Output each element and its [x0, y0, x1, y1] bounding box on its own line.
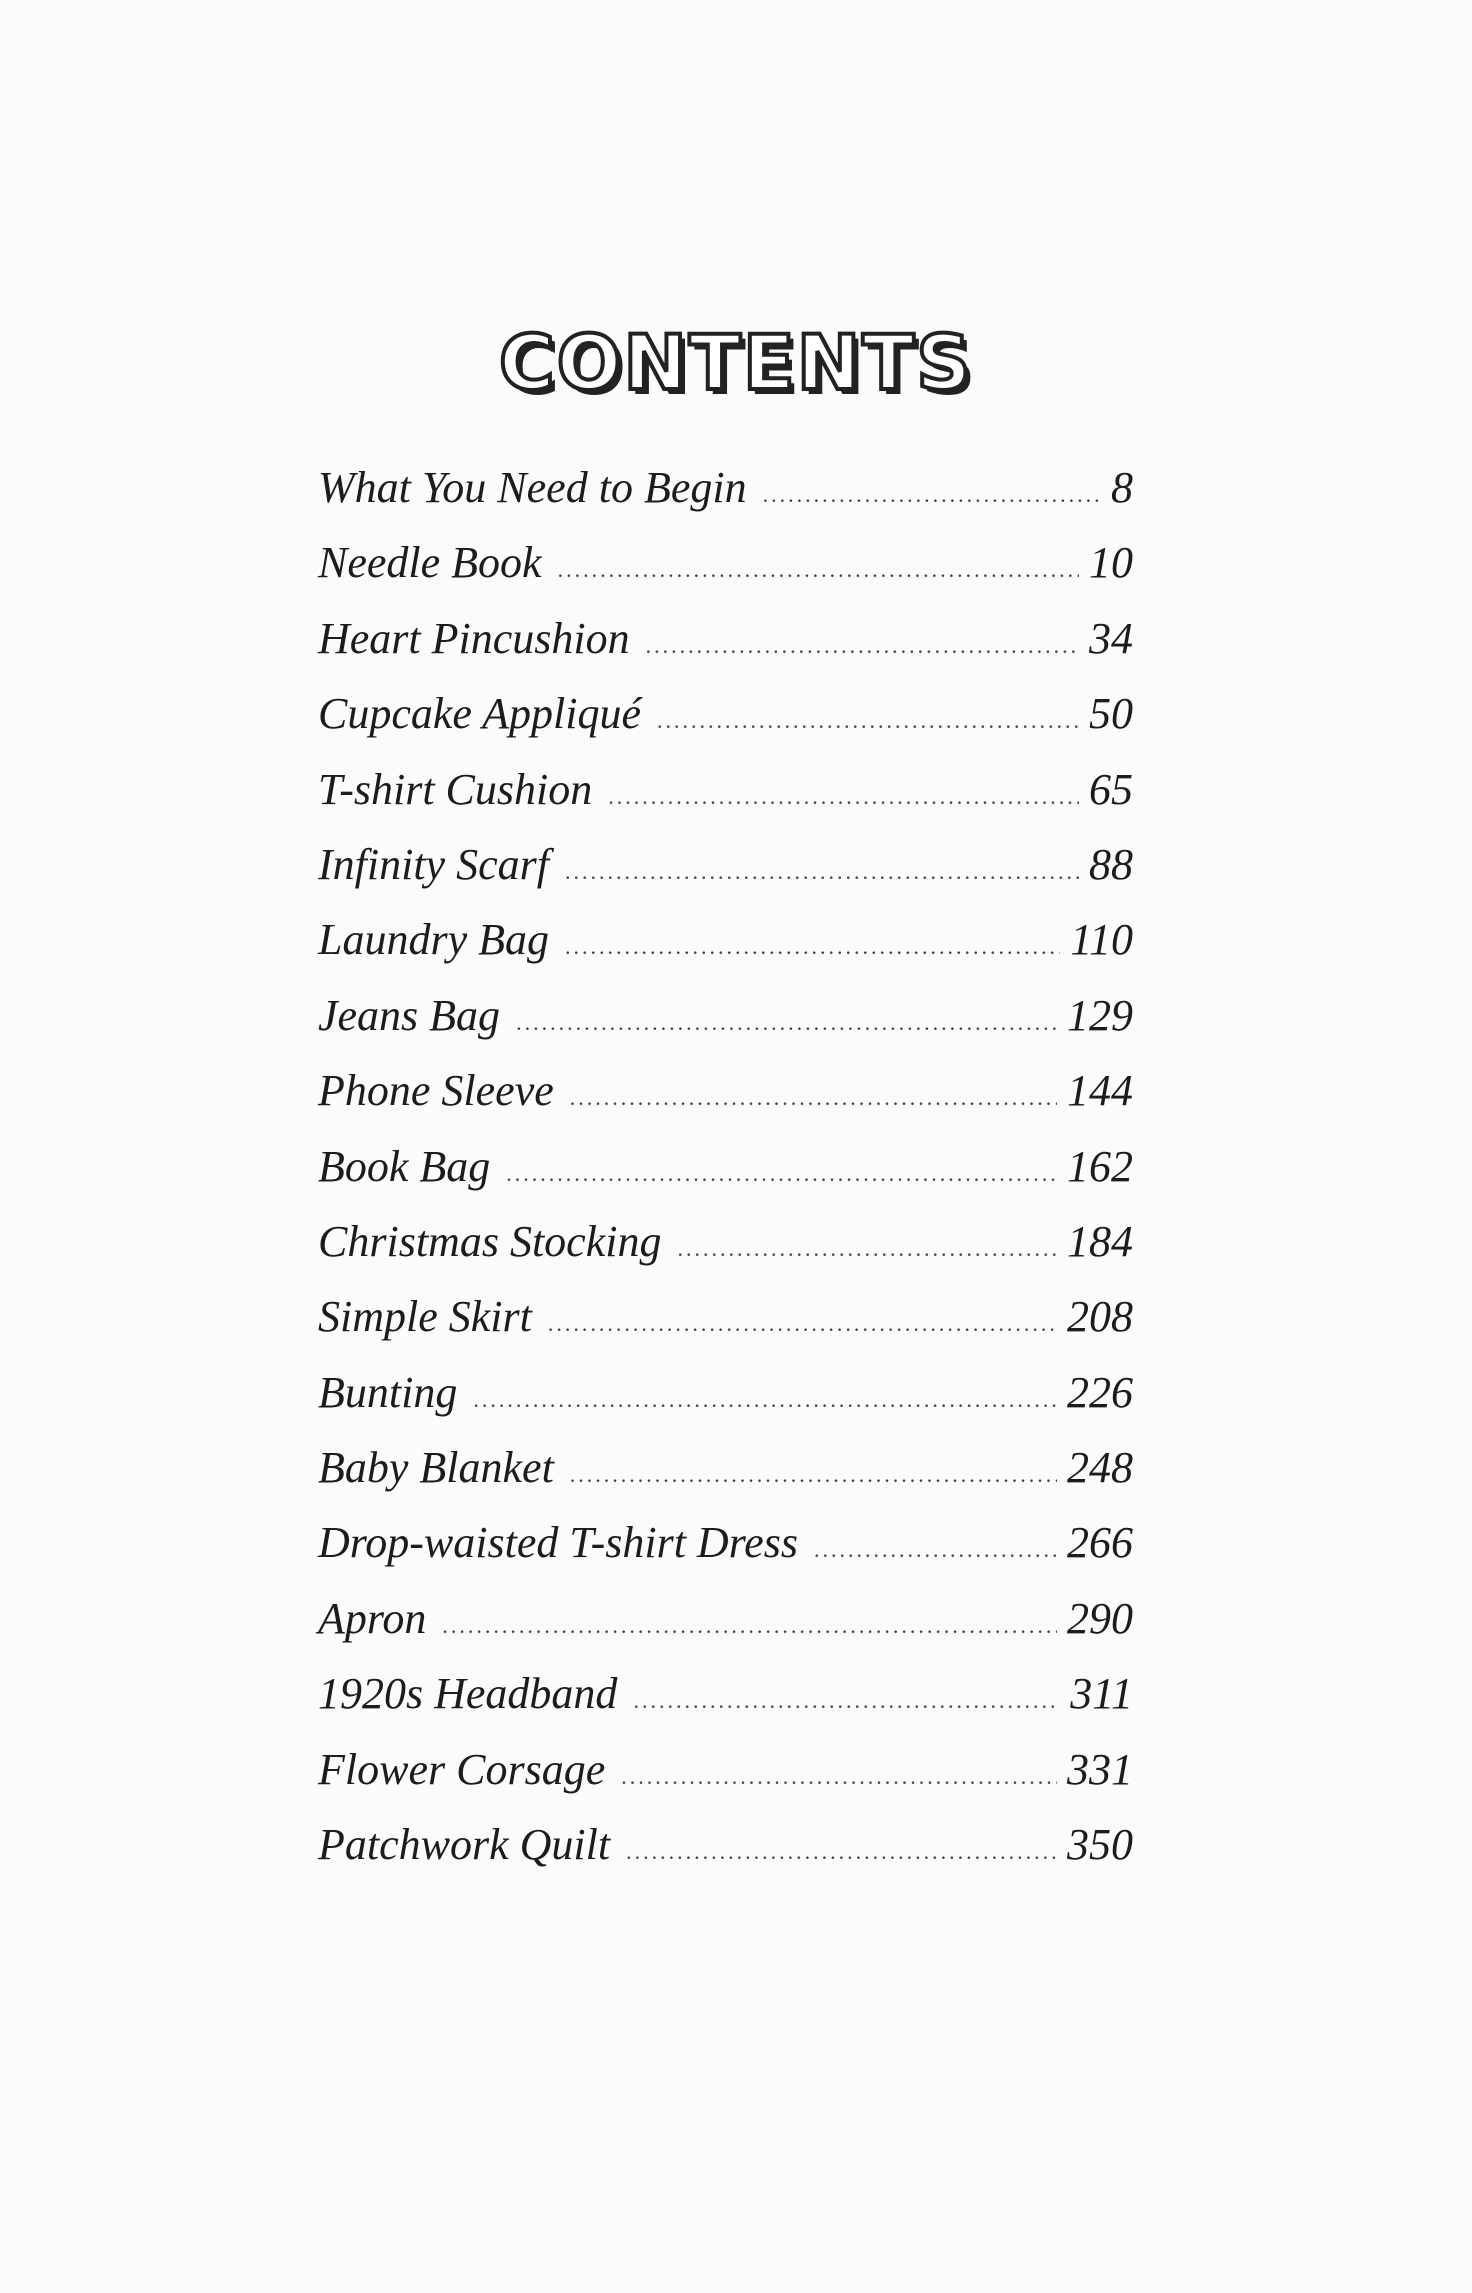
toc-entry-title: Apron [318, 1593, 427, 1643]
dot-leader [626, 1839, 1057, 1865]
toc-entry-page: 248 [1067, 1443, 1133, 1493]
toc-entry-page: 34 [1089, 613, 1133, 663]
toc-entry [318, 914, 1133, 989]
dot-leader [565, 934, 1060, 960]
toc-entry-title: Bunting [318, 1367, 458, 1417]
toc-entry-page: 110 [1070, 915, 1133, 965]
toc-entry [318, 1367, 1133, 1442]
dot-leader [646, 633, 1079, 659]
toc-entry-page: 226 [1067, 1367, 1133, 1417]
toc-entry-title: Book Bag [318, 1141, 491, 1191]
toc-entry-page: 311 [1070, 1669, 1133, 1719]
toc-entry-page: 50 [1089, 689, 1133, 739]
toc-entry-page: 144 [1067, 1066, 1133, 1116]
toc-entry-page: 266 [1067, 1518, 1133, 1568]
toc-entry-title: Heart Pincushion [318, 613, 630, 663]
toc-entry [318, 839, 1133, 914]
toc-entry-page: 10 [1089, 538, 1133, 588]
toc-entry-title: Christmas Stocking [318, 1216, 662, 1266]
dot-leader [516, 1010, 1057, 1036]
toc-entry-title: Simple Skirt [318, 1292, 532, 1342]
dot-leader [558, 557, 1079, 583]
toc-entry-page: 184 [1067, 1216, 1133, 1266]
dot-leader [565, 859, 1079, 885]
toc-entry [318, 1517, 1133, 1592]
toc-entry [318, 1668, 1133, 1743]
dot-leader [621, 1764, 1057, 1790]
toc-entry-title: T-shirt Cushion [318, 764, 593, 814]
dot-leader [657, 708, 1079, 734]
toc-entry [318, 990, 1133, 1065]
toc-entry [318, 688, 1133, 763]
dot-leader [763, 482, 1101, 508]
toc-entry-title: Drop-waisted T-shirt Dress [318, 1518, 798, 1568]
toc-entry-title: Flower Corsage [318, 1744, 606, 1794]
toc-entry-title: Baby Blanket [318, 1443, 554, 1493]
dot-leader [442, 1613, 1057, 1639]
toc-entry-page: 290 [1067, 1593, 1133, 1643]
toc-entry-page: 88 [1089, 839, 1133, 889]
contents-heading: CONTENTS [499, 318, 973, 407]
dot-leader [570, 1462, 1057, 1488]
dot-leader [473, 1387, 1057, 1413]
toc-entry [318, 764, 1133, 839]
toc-entry [318, 1291, 1133, 1366]
toc-entry-page: 331 [1067, 1744, 1133, 1794]
dot-leader [677, 1236, 1057, 1262]
toc-entry [318, 613, 1133, 688]
toc-entry-page: 8 [1111, 463, 1133, 512]
toc-entry-title: 1920s Headband [318, 1669, 618, 1719]
toc-entry-page: 129 [1067, 990, 1133, 1040]
toc-entry [318, 1442, 1133, 1517]
toc-entry-title: Laundry Bag [318, 915, 549, 965]
toc-entry-page: 208 [1067, 1292, 1133, 1342]
dot-leader [633, 1688, 1060, 1714]
dot-leader [548, 1311, 1057, 1337]
toc-entry [318, 1141, 1133, 1216]
dot-leader [570, 1085, 1057, 1111]
dot-leader [506, 1161, 1057, 1187]
dot-leader [608, 784, 1079, 810]
toc-entry-title: What You Need to Begin [318, 463, 747, 512]
toc-entry-title: Phone Sleeve [318, 1066, 554, 1116]
toc-entry-title: Patchwork Quilt [318, 1820, 611, 1870]
toc-entry [318, 1819, 1133, 1894]
toc-entry-title: Needle Book [318, 538, 542, 588]
toc-entry [318, 1744, 1133, 1819]
toc-entry [318, 1216, 1133, 1291]
toc-entry-page: 162 [1067, 1141, 1133, 1191]
dot-leader [814, 1537, 1057, 1563]
toc-entry-title: Infinity Scarf [318, 839, 549, 889]
toc-entry-title: Cupcake Appliqué [318, 689, 641, 739]
table-of-contents [318, 462, 1133, 1894]
toc-entry-page: 65 [1089, 764, 1133, 814]
toc-entry [318, 1065, 1133, 1140]
toc-entry-page: 350 [1067, 1820, 1133, 1870]
toc-entry-title: Jeans Bag [318, 990, 501, 1040]
toc-entry [318, 1593, 1133, 1668]
toc-entry [318, 537, 1133, 612]
toc-entry [318, 462, 1133, 537]
